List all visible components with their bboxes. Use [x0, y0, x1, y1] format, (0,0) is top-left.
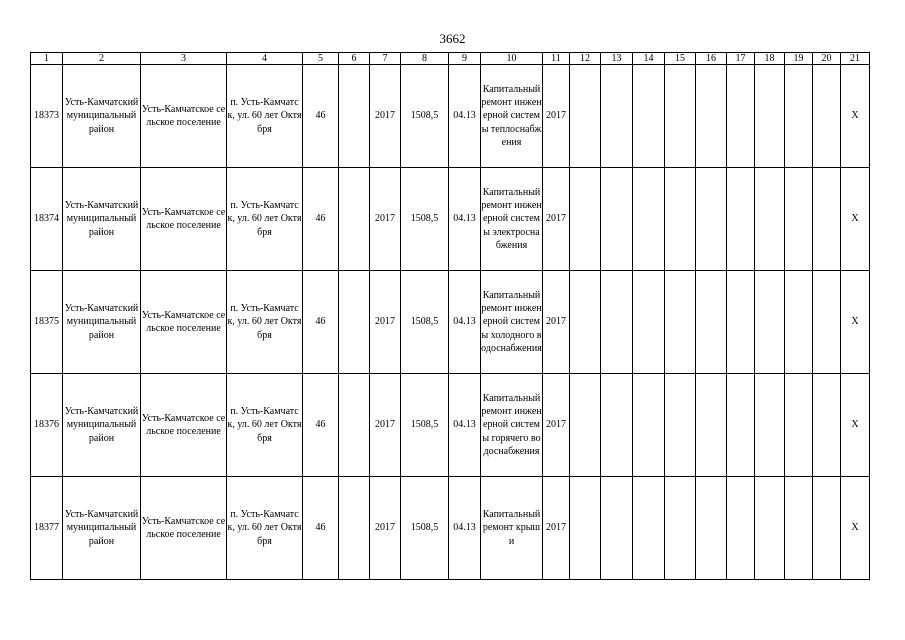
empty-cell	[727, 168, 755, 271]
empty-cell	[755, 271, 785, 374]
settlement-cell: Усть-Камчатское сельское поселение	[141, 374, 227, 477]
column-header: 16	[696, 53, 727, 65]
column-header: 9	[449, 53, 481, 65]
area-cell: 1508,5	[401, 271, 449, 374]
code-cell: 04.13	[449, 477, 481, 580]
work-type-cell: Капитальный ремонт крыши	[481, 477, 543, 580]
empty-cell	[813, 374, 841, 477]
empty-cell	[601, 477, 633, 580]
empty-cell	[696, 374, 727, 477]
area-cell: 1508,5	[401, 374, 449, 477]
empty-cell	[601, 65, 633, 168]
empty-cell	[785, 65, 813, 168]
page-number: 3662	[439, 31, 466, 46]
house-number-cell: 46	[303, 65, 339, 168]
address-cell: п. Усть-Камчатск, ул. 60 лет Октября	[227, 271, 303, 374]
column-header: 8	[401, 53, 449, 65]
column-header: 5	[303, 53, 339, 65]
district-cell: Усть-Камчатский муниципальный район	[63, 374, 141, 477]
column-header: 12	[570, 53, 601, 65]
address-cell: п. Усть-Камчатск, ул. 60 лет Октября	[227, 374, 303, 477]
empty-cell	[696, 271, 727, 374]
empty-cell	[727, 271, 755, 374]
year-cell: 2017	[370, 168, 401, 271]
empty-cell	[755, 477, 785, 580]
empty-cell	[785, 168, 813, 271]
empty-cell	[339, 168, 370, 271]
column-header: 10	[481, 53, 543, 65]
settlement-cell: Усть-Камчатское сельское поселение	[141, 168, 227, 271]
settlement-cell: Усть-Камчатское сельское поселение	[141, 65, 227, 168]
register-table	[30, 52, 870, 580]
record-id: 18374	[31, 168, 63, 271]
record-id: 18376	[31, 374, 63, 477]
column-header: 1	[31, 53, 63, 65]
mark-cell: Х	[841, 65, 870, 168]
work-type-cell: Капитальный ремонт инженерной системы горячего водоснабжения	[481, 374, 543, 477]
empty-cell	[727, 65, 755, 168]
empty-cell	[813, 65, 841, 168]
work-year-cell: 2017	[543, 65, 570, 168]
empty-cell	[665, 271, 696, 374]
column-number-row	[31, 53, 870, 65]
empty-cell	[727, 374, 755, 477]
record-id: 18373	[31, 65, 63, 168]
district-cell: Усть-Камчатский муниципальный район	[63, 168, 141, 271]
column-header: 21	[841, 53, 870, 65]
year-cell: 2017	[370, 374, 401, 477]
empty-cell	[570, 168, 601, 271]
empty-cell	[339, 374, 370, 477]
empty-cell	[696, 477, 727, 580]
empty-cell	[785, 374, 813, 477]
empty-cell	[339, 477, 370, 580]
column-header: 15	[665, 53, 696, 65]
empty-cell	[570, 65, 601, 168]
area-cell: 1508,5	[401, 65, 449, 168]
empty-cell	[755, 65, 785, 168]
empty-cell	[727, 477, 755, 580]
empty-cell	[570, 271, 601, 374]
area-cell: 1508,5	[401, 477, 449, 580]
column-header: 19	[785, 53, 813, 65]
settlement-cell: Усть-Камчатское сельское поселение	[141, 477, 227, 580]
empty-cell	[665, 65, 696, 168]
settlement-cell: Усть-Камчатское сельское поселение	[141, 271, 227, 374]
code-cell: 04.13	[449, 168, 481, 271]
year-cell: 2017	[370, 65, 401, 168]
column-header: 17	[727, 53, 755, 65]
empty-cell	[696, 168, 727, 271]
empty-cell	[339, 65, 370, 168]
column-header: 7	[370, 53, 401, 65]
work-year-cell: 2017	[543, 374, 570, 477]
empty-cell	[633, 271, 665, 374]
empty-cell	[601, 271, 633, 374]
table-row	[31, 477, 870, 580]
empty-cell	[755, 374, 785, 477]
empty-cell	[633, 65, 665, 168]
column-header: 18	[755, 53, 785, 65]
column-header: 6	[339, 53, 370, 65]
year-cell: 2017	[370, 477, 401, 580]
empty-cell	[570, 477, 601, 580]
column-header: 20	[813, 53, 841, 65]
work-type-cell: Капитальный ремонт инженерной системы теплоснабжения	[481, 65, 543, 168]
empty-cell	[755, 168, 785, 271]
code-cell: 04.13	[449, 374, 481, 477]
empty-cell	[785, 271, 813, 374]
empty-cell	[601, 168, 633, 271]
table-row	[31, 374, 870, 477]
house-number-cell: 46	[303, 374, 339, 477]
empty-cell	[570, 374, 601, 477]
code-cell: 04.13	[449, 271, 481, 374]
work-year-cell: 2017	[543, 477, 570, 580]
empty-cell	[665, 374, 696, 477]
column-header: 13	[601, 53, 633, 65]
house-number-cell: 46	[303, 477, 339, 580]
table-row	[31, 65, 870, 168]
code-cell: 04.13	[449, 65, 481, 168]
column-header: 14	[633, 53, 665, 65]
empty-cell	[785, 477, 813, 580]
address-cell: п. Усть-Камчатск, ул. 60 лет Октября	[227, 168, 303, 271]
table-row	[31, 168, 870, 271]
work-year-cell: 2017	[543, 271, 570, 374]
empty-cell	[665, 168, 696, 271]
year-cell: 2017	[370, 271, 401, 374]
empty-cell	[665, 477, 696, 580]
mark-cell: Х	[841, 271, 870, 374]
work-type-cell: Капитальный ремонт инженерной системы электроснабжения	[481, 168, 543, 271]
work-year-cell: 2017	[543, 168, 570, 271]
empty-cell	[813, 168, 841, 271]
mark-cell: Х	[841, 374, 870, 477]
empty-cell	[601, 374, 633, 477]
house-number-cell: 46	[303, 168, 339, 271]
mark-cell: Х	[841, 168, 870, 271]
empty-cell	[813, 477, 841, 580]
record-id: 18375	[31, 271, 63, 374]
address-cell: п. Усть-Камчатск, ул. 60 лет Октября	[227, 65, 303, 168]
empty-cell	[633, 374, 665, 477]
column-header: 11	[543, 53, 570, 65]
table-row	[31, 271, 870, 374]
empty-cell	[633, 477, 665, 580]
empty-cell	[696, 65, 727, 168]
district-cell: Усть-Камчатский муниципальный район	[63, 65, 141, 168]
column-header: 4	[227, 53, 303, 65]
empty-cell	[813, 271, 841, 374]
district-cell: Усть-Камчатский муниципальный район	[63, 477, 141, 580]
column-header: 3	[141, 53, 227, 65]
mark-cell: Х	[841, 477, 870, 580]
column-header: 2	[63, 53, 141, 65]
work-type-cell: Капитальный ремонт инженерной системы холодного водоснабжения	[481, 271, 543, 374]
empty-cell	[339, 271, 370, 374]
record-id: 18377	[31, 477, 63, 580]
empty-cell	[633, 168, 665, 271]
address-cell: п. Усть-Камчатск, ул. 60 лет Октября	[227, 477, 303, 580]
district-cell: Усть-Камчатский муниципальный район	[63, 271, 141, 374]
area-cell: 1508,5	[401, 168, 449, 271]
house-number-cell: 46	[303, 271, 339, 374]
